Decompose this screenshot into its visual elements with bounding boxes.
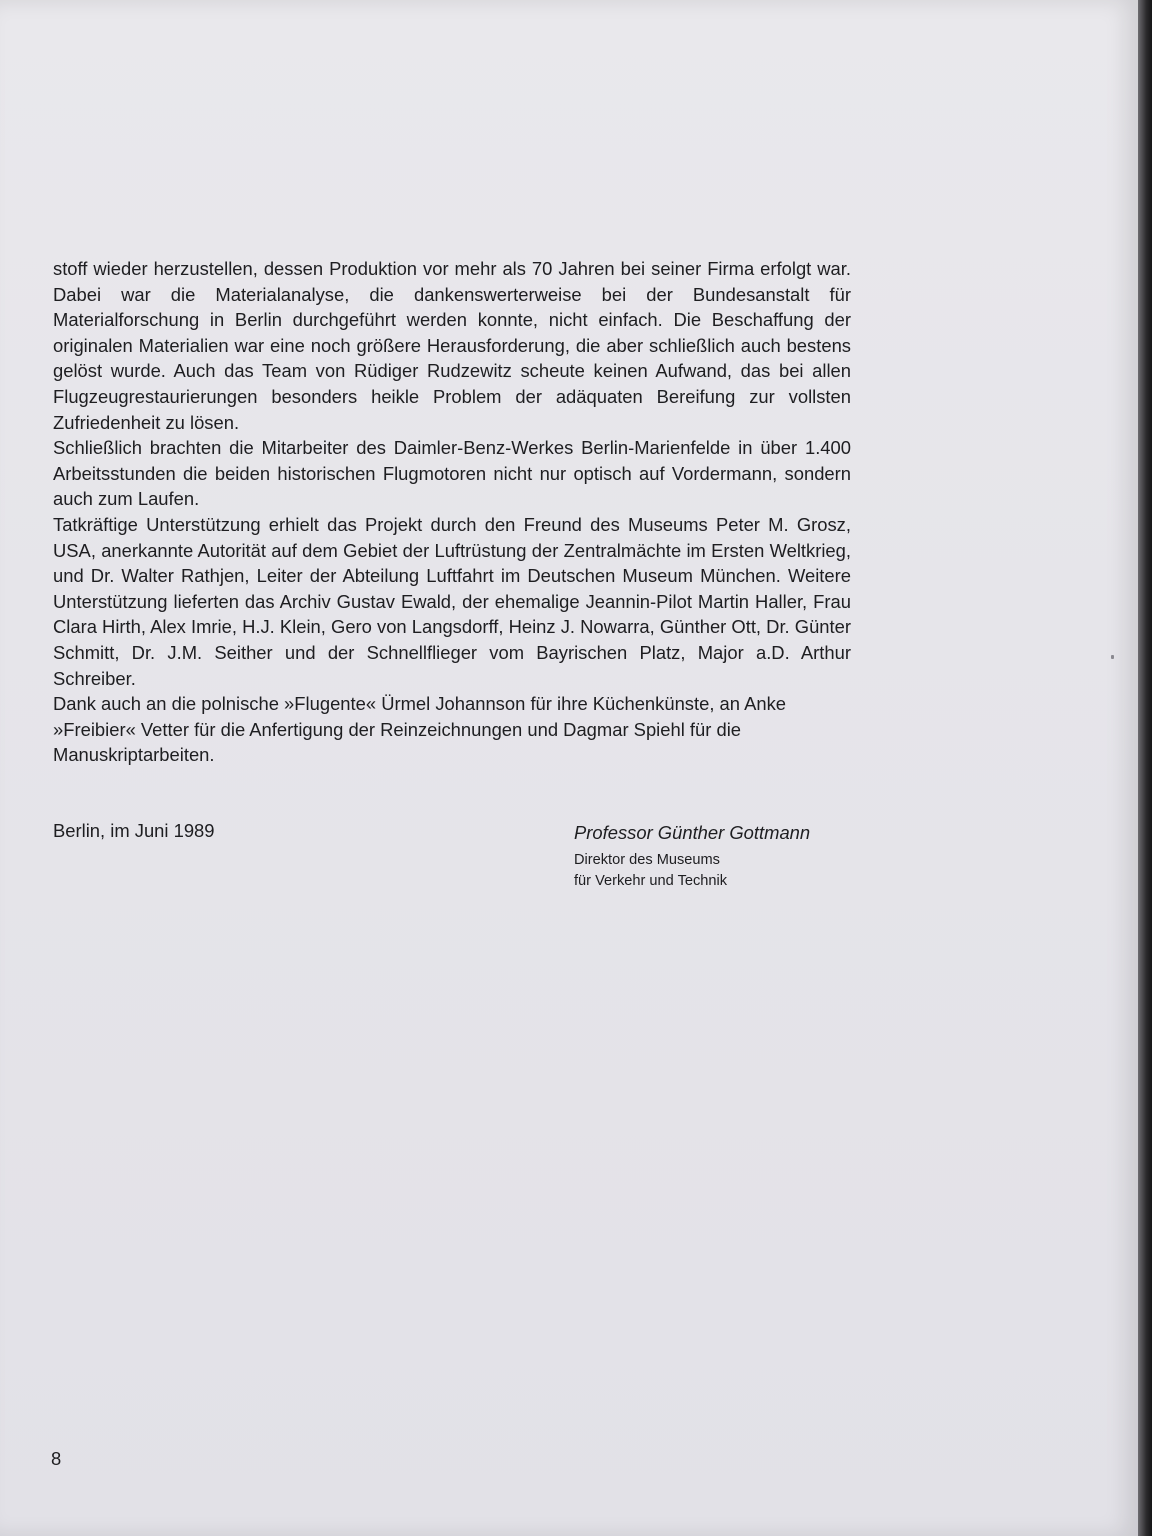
paragraph-engines: Schließlich brachten die Mitarbeiter des Daimler-Benz-Werkes Berlin-Marienfelde in über 1.400 Arbeitsstunden die beiden historischen Flugmotoren nicht nur optisch auf Vordermann, sondern auch zum Laufen. <box>53 437 851 510</box>
body-text <box>53 256 851 768</box>
paper-speck <box>1111 655 1114 659</box>
place-date: Berlin, im Juni 1989 <box>53 820 215 841</box>
signatory-role-line-2: für Verkehr und Technik <box>574 873 728 889</box>
book-spine-edge <box>1138 0 1152 1536</box>
paragraph-restoration: stoff wieder herzustellen, dessen Produktion vor mehr als 70 Jahren bei seiner Firma erfolgt war. Dabei war die Materialanalyse, die dankenswerterweise bei der Bundesanstalt für Materialforschung in Berlin durchgeführt werden konnte, nicht einfach. Die Beschaffung der originalen Materialien war eine noch größere Herausforderung, die aber schließlich auch bestens gelöst wurde. Auch das Team von Rüdiger Rudzewitz scheute keinen Aufwand, das bei allen Flugzeugrestaurierungen besonders heikle Problem der adäquaten Bereifung zur vollsten Zufriedenheit zu lösen. <box>53 258 851 433</box>
paragraph-support: Tatkräftige Unterstützung erhielt das Projekt durch den Freund des Museums Peter M. Grosz, USA, anerkannte Autorität auf dem Gebiet der Luftrüstung der Zentralmächte im Ersten Weltkrieg, und Dr. Walter Rathjen, Leiter der Abteilung Luftfahrt im Deutschen Museum München. Weitere Unterstützung lieferten das Archiv Gustav Ewald, der ehemalige Jeannin-Pilot Martin Haller, Frau Clara Hirth, Alex Imrie, H.J. Klein, Gero von Langsdorff, Heinz J. Nowarra, Günther Ott, Dr. Günter Schmitt, Dr. J.M. Seither und der Schnellflieger vom Bayrischen Platz, Major a.D. Arthur Schreiber. <box>53 513 851 689</box>
signatory-name: Professor Günther Gottmann <box>574 822 811 843</box>
signatory-role-line-1: Direktor des Museums <box>574 852 720 868</box>
paragraph-thanks: Dank auch an die polnische »Flugente« Ürmel Johannson für ihre Küchenkünste, an Anke »Freibier« Vetter für die Anfertigung der Reinzeichnungen und Dagmar Spiehl für die Manuskriptarbeiten. <box>53 693 787 766</box>
signature-block <box>574 820 850 892</box>
page-number: 8 <box>51 1448 62 1469</box>
